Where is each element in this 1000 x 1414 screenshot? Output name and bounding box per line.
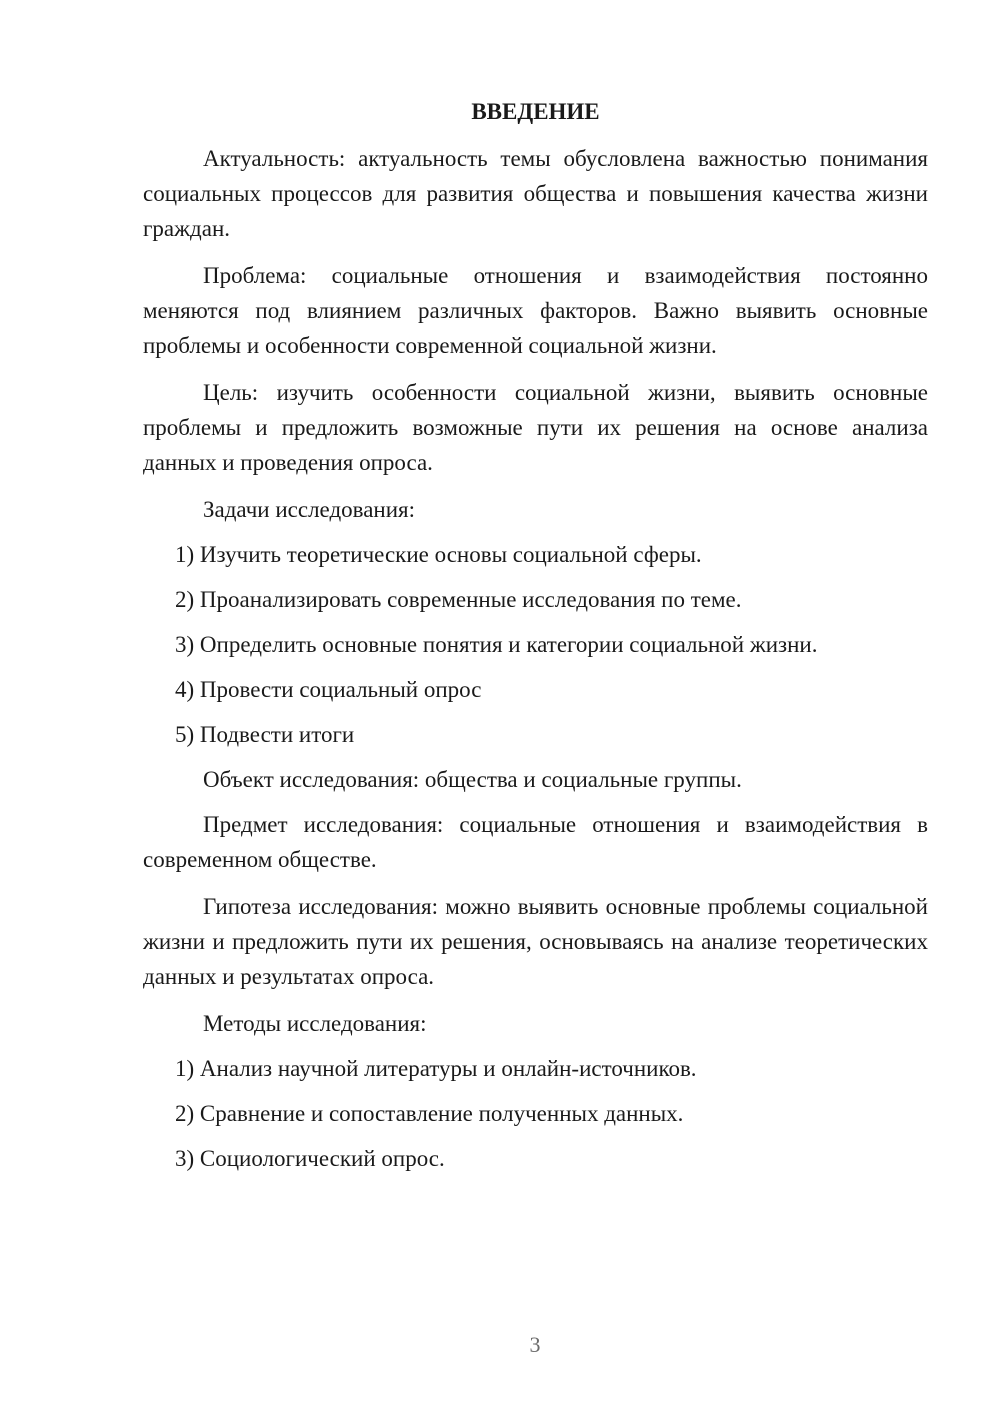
- page-content: [143, 94, 928, 1186]
- page-number: 3: [529, 1332, 541, 1357]
- task-item: 4) Провести социальный опрос: [175, 677, 482, 702]
- hypothesis-paragraph: Гипотеза исследования: можно выявить основные проблемы социальной жизни и предложить пути их решения, основываясь на анализе теоретических данных и результатах опроса.: [143, 894, 928, 989]
- method-item: 1) Анализ научной литературы и онлайн-источников.: [175, 1056, 697, 1081]
- problem-paragraph: Проблема: социальные отношения и взаимодействия постоянно меняются под влиянием различных факторов. Важно выявить основные проблемы и особенности современной социальной жизни.: [143, 263, 928, 358]
- tasks-heading: Задачи исследования:: [203, 497, 416, 522]
- tasks-list: [143, 537, 928, 752]
- task-item: 3) Определить основные понятия и категории социальной жизни.: [175, 632, 818, 657]
- relevance-paragraph: Актуальность: актуальность темы обусловлена важностью понимания социальных процессов для развития общества и повышения качества жизни граждан.: [143, 146, 928, 241]
- methods-heading: Методы исследования:: [203, 1011, 427, 1036]
- task-item: 5) Подвести итоги: [175, 722, 355, 747]
- task-item: 2) Проанализировать современные исследования по теме.: [175, 587, 742, 612]
- method-item: 2) Сравнение и сопоставление полученных данных.: [175, 1101, 684, 1126]
- method-item: 3) Социологический опрос.: [175, 1146, 445, 1171]
- methods-list: [143, 1051, 928, 1176]
- object-line: Объект исследования: общества и социальные группы.: [203, 767, 742, 792]
- goal-paragraph: Цель: изучить особенности социальной жизни, выявить основные проблемы и предложить возможные пути их решения на основе анализа данных и проведения опроса.: [143, 380, 928, 475]
- page-title: ВВЕДЕНИЕ: [471, 99, 600, 124]
- task-item: 1) Изучить теоретические основы социальной сферы.: [175, 542, 702, 567]
- subject-paragraph: Предмет исследования: социальные отношения и взаимодействия в современном обществе.: [143, 812, 928, 872]
